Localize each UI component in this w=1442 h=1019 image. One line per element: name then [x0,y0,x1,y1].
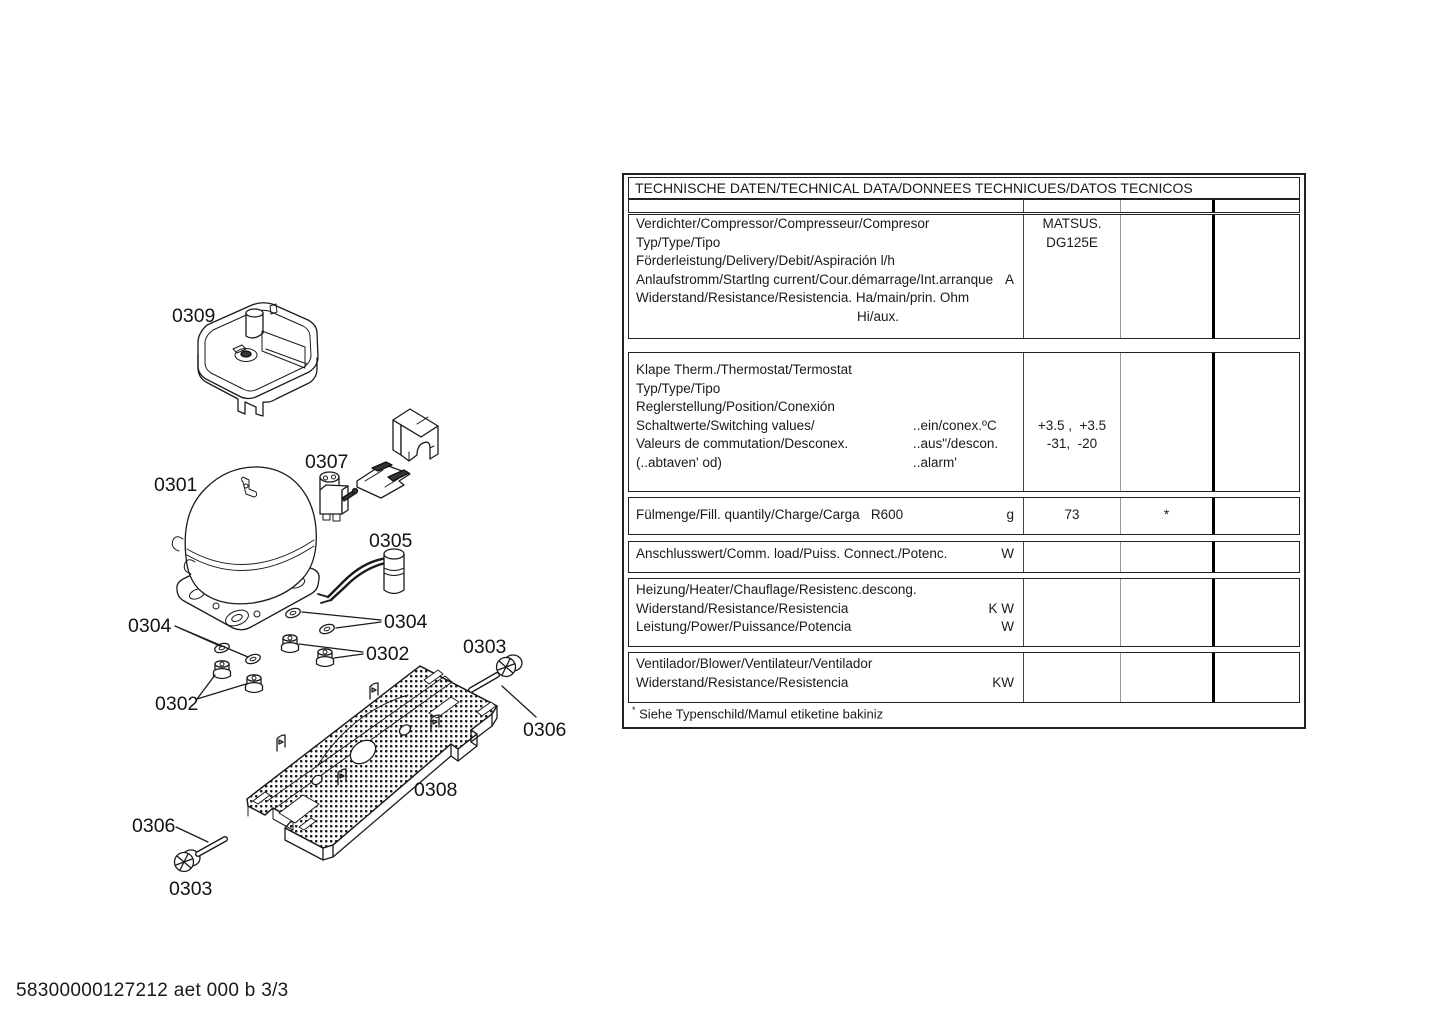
row-label: Widerstand/Resistance/Resistencia [636,674,849,690]
row-label: Typ/Type/Tipo [636,234,721,250]
table-row [629,601,1299,620]
part-label-0304-right: 0304 [384,611,428,633]
starter-relay [320,472,358,521]
row-annotation: ..ein/conex.ºC [913,417,997,433]
row-unit: g [1006,507,1014,522]
row-label: Klape Therm./Thermostat/Termostat [636,362,852,377]
row-label: Anschlusswert/Comm. load/Puiss. Connect./Potenc. [636,546,948,561]
row-value: -31, -20 [1046,436,1098,452]
row-label: Anlaufstromm/Startlng current/Cour.démarrage/Int.arranque [636,271,994,287]
table-row [629,582,1299,601]
row-value: +3.5 , +3.5 [1037,417,1107,433]
table-row [629,253,1299,272]
row-label: Verdichter/Compressor/Compresseur/Compresor [636,216,930,231]
table-footnote [632,705,883,721]
table-row [629,272,1299,291]
row-label: Reglerstellung/Position/Conexión [636,399,835,415]
table-row [629,619,1299,638]
section-compressor [628,214,1300,339]
row-unit: KW [992,674,1014,690]
row-value: 73 [1064,507,1080,522]
section-thermostat [628,352,1300,492]
row-label: Leistung/Power/Puissance/Potencia [636,619,852,635]
table-row [629,309,1299,328]
row-label: (..abtaven' od) [636,454,722,470]
table-row [629,362,1299,381]
capacitor [318,549,404,603]
part-label-0305: 0305 [369,530,413,552]
row-unit: W [1001,546,1014,561]
part-label-0308: 0308 [414,779,458,801]
row-label: Widerstand/Resistance/Resistencia. Ha/main/prin. Ohm [636,290,970,306]
section-refrigerant-charge [628,497,1300,535]
table-row [629,656,1299,675]
footnote-marker: * [632,705,636,715]
mounting-bracket [357,462,410,498]
row-annotation: ..aus"/descon. [913,436,999,452]
base-plate [247,666,497,860]
table-row [629,455,1299,474]
relay-cover [393,409,438,461]
table-row [629,436,1299,455]
part-label-0302-left: 0302 [155,693,199,715]
table-row [629,290,1299,309]
part-label-0306-left: 0306 [132,815,176,837]
part-label-0307: 0307 [305,451,349,473]
row-label: Ventilador/Blower/Ventilateur/Ventilador [636,656,873,671]
part-label-0304-left: 0304 [128,615,172,637]
table-row [629,675,1299,694]
table-row [629,381,1299,400]
row-unit: W [1001,619,1014,635]
row-value: MATSUS. [1042,216,1102,231]
table-row [629,216,1299,235]
column-divider-thick [1212,200,1215,212]
part-label-0309: 0309 [172,305,216,327]
row-unit: K W [988,600,1014,616]
part-label-0306-right: 0306 [523,719,567,741]
table-row [629,546,1299,565]
part-label-0303-top-right: 0303 [463,636,507,658]
row-unit: A [1004,271,1014,287]
evaporation-tray [198,303,318,416]
row-label: Widerstand/Resistance/Resistencia [636,600,849,616]
table-title: TECHNISCHE DATEN/TECHNICAL DATA/DONNEES TECHNICUES/DATOS TECNICOS [628,177,1300,199]
section-connected-load [628,541,1300,573]
row-label: Fülmenge/Fill. quantily/Charge/Carga R600 [636,507,904,522]
row-value: * [1163,507,1170,522]
section-fan [628,652,1300,703]
table-row [629,399,1299,418]
doc-number: 58300000127212 aet 000 b 3/3 [16,980,289,1001]
table-row [629,235,1299,254]
column-divider [1120,200,1121,212]
row-annotation: ..alarm' [913,454,957,470]
row-label: Typ/Type/Tipo [636,380,721,396]
row-label: Heizung/Heater/Chauflage/Resistenc.descong. [636,582,917,597]
row-label: Hi/aux. [857,308,900,324]
part-label-0302-right: 0302 [366,643,410,665]
part-label-0303-bottom: 0303 [169,878,213,900]
row-value: DG125E [1046,234,1098,250]
footnote-text: Siehe Typenschild/Mamul etiketine bakiniz [639,706,884,722]
part-label-0301: 0301 [154,474,198,496]
row-label: Valeurs de commutation/Desconex. [636,436,849,452]
section-heater [628,578,1300,647]
tech-data-table [622,173,1306,729]
table-header-row [628,199,1300,213]
column-divider [1023,200,1024,212]
row-label: Schaltwerte/Switching values/ [636,417,815,433]
grommets [214,635,334,693]
table-row [629,418,1299,437]
table-row [629,507,1299,526]
row-label: Förderleistung/Delivery/Debit/Aspiración l/h [636,253,895,269]
